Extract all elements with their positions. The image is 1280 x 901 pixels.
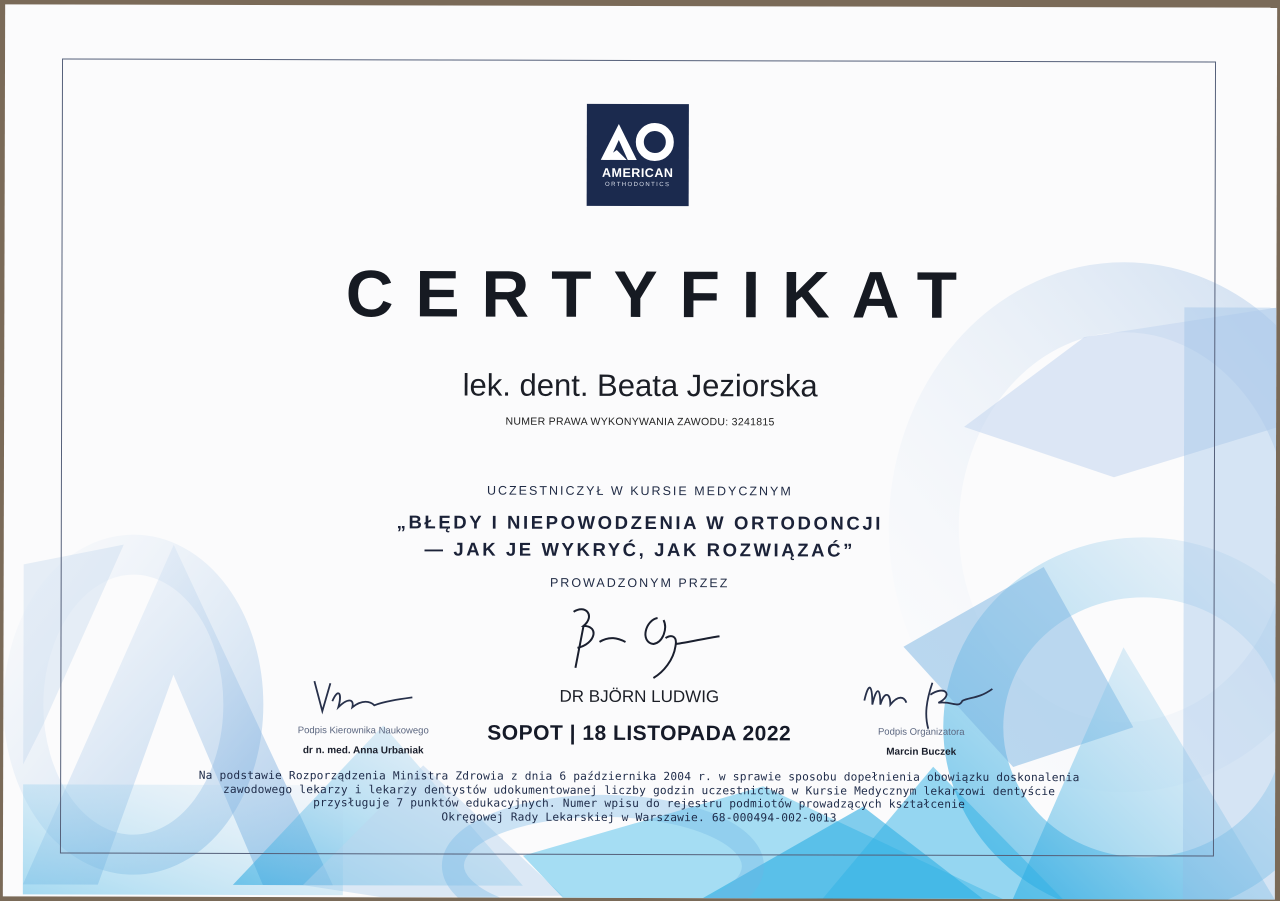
logo-subbrand-text: ORTHODONTICS: [605, 181, 671, 189]
led-by-line: PROWADZONYM PRZEZ: [549, 575, 730, 591]
course-title: [4, 507, 1276, 564]
ao-monogram-icon: [587, 118, 689, 166]
course-title-line-1: „BŁĘDY I NIEPOWODZENIA W ORTODONCJI: [396, 511, 884, 534]
right-signature-name: Marcin Buczek: [886, 746, 957, 758]
certificate-title: CERTYFIKAT: [345, 256, 980, 332]
legal-line-1: Na podstawie Rozporządzenia Ministra Zdrowia z dnia 6 października 2004 r. w sprawie sposobu dopełnienia obowiązku doskonalenia: [198, 768, 1080, 785]
participated-line: UCZESTNICZYŁ W KURSIE MEDYCZNYM: [486, 483, 793, 499]
lecturer-signature: [559, 598, 729, 688]
recipient-name: lek. dent. Beata Jeziorska: [462, 367, 818, 404]
legal-line-3: przysługuje 7 punktów edukacyjnych. Numer wpisu do rejestru podmiotów prowadzących kształcenie: [313, 796, 966, 811]
legal-notice: [73, 769, 1205, 826]
logo-brand-text: AMERICAN: [602, 165, 674, 181]
left-signature-role: Podpis Kierownika Naukowego: [297, 725, 429, 737]
left-signature-name: dr n. med. Anna Urbaniak: [302, 745, 424, 757]
lecturer-name: DR BJÖRN LUDWIG: [559, 686, 720, 707]
place-and-date: SOPOT | 18 LISTOPADA 2022: [487, 721, 792, 746]
certificate-sheet: [3, 4, 1277, 899]
scientific-director-signature: [308, 673, 418, 719]
right-signature-role: Podpis Organizatora: [877, 726, 965, 738]
course-title-line-2: — JAK JE WYKRYĆ, JAK ROZWIĄZAĆ”: [424, 538, 855, 561]
license-number: NUMER PRAWA WYKONYWANIA ZAWODU: 3241815: [505, 415, 775, 429]
american-orthodontics-logo: [587, 104, 689, 206]
legal-line-2: zawodowego lekarzy i lekarzy dentystów udokumentowanej liczby godzin uczestnictwa w Kursie Medycznym lekarzowi dentyście: [222, 782, 1056, 798]
legal-line-4: Okręgowej Rady Lekarskiej w Warszawie. 68-000494-002-0013: [441, 809, 837, 825]
